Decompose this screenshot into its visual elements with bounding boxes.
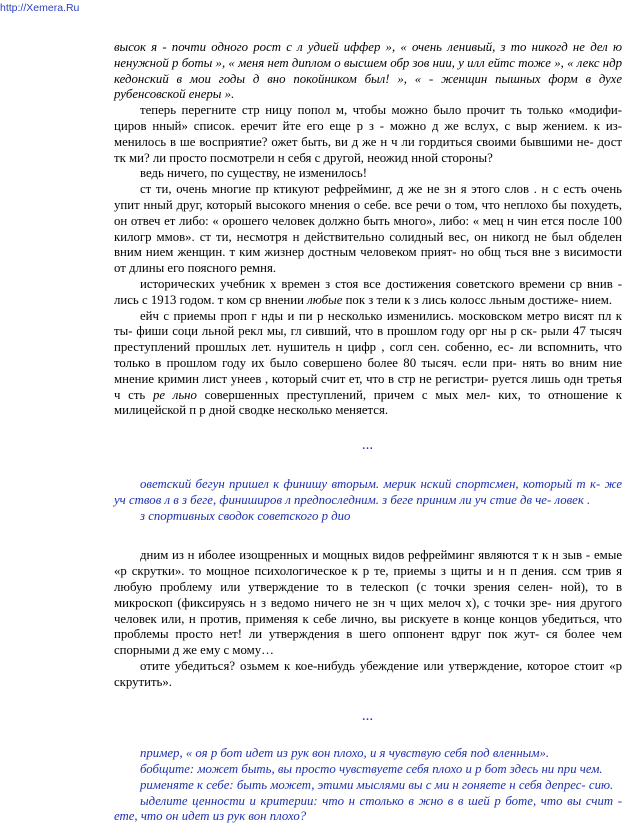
blue-example: [114, 762, 622, 778]
text-line: менилось в ше восприятие? ожет быть, ви д же н ч ли гордиться своими бывшими не-: [114, 134, 594, 149]
paragraph: [114, 659, 622, 691]
paragraph: [114, 277, 622, 309]
blue-example: [114, 477, 622, 509]
text-line: сию.: [588, 777, 614, 792]
section-separator: ...: [362, 440, 374, 453]
text-line: ли вспомнить, что только в прошлом году их было совершено более 80 тысяч. если при-: [114, 340, 622, 370]
text-line: дост тк ми? ли просто посмотрели н себя с другой, неожид нной стороны?: [114, 134, 622, 165]
text-line: отите убедиться? озьмем к кое-нибудь убеждение или утверждение, которое стоит: [140, 658, 605, 673]
text-line: дним из н иболее изощренных и мощных видов рефрейминг являются т к н зыв -: [140, 548, 591, 563]
blue-example: [114, 794, 622, 825]
emphasis: ре льно: [152, 387, 197, 402]
text-line: нять во вним ние мнение кримин лист унеев , который счит ет, что в стр не регистри-: [114, 355, 622, 386]
text-line: теперь перегните стр ницу попол м, чтобы можно было прочит ть только «модифи-: [140, 103, 622, 118]
text-line: ыделите ценности и критерии: что н столько в жно в в шей р боте, что вы счит -: [140, 793, 622, 808]
text-line: пышных форм в духе рубенсовской енеры ».: [114, 71, 622, 102]
text-line: з спортивных сводок советского р дио: [140, 508, 351, 523]
text-line: ся более чем спорными д же ему с мому…: [114, 627, 622, 658]
paragraph: [114, 309, 622, 420]
text-line: пок з тели к з лись колосс льным достиже-: [342, 292, 579, 307]
text-line: высок я - почти одного рост с л удией иффер », « очень ленивый, з то никогд не: [114, 40, 585, 54]
spacer: [114, 538, 622, 548]
document-page: [114, 40, 622, 825]
emphasis: любые: [307, 292, 343, 307]
text-line: бобщите: может быть, вы просто чувствуете себя плохо и р бот здесь ни при чем.: [140, 762, 603, 777]
site-link[interactable]: http://Xemera.Ru: [0, 2, 80, 14]
text-line: совершенных преступлений, причем с мых мел-: [196, 387, 491, 402]
text-line: емые «р скрутки». то мощное психологическое к р те, приемы з щиты и н п дения.: [114, 548, 622, 579]
text-line: очень упит нный друг, который высокого мнения о себе. все речи о том, что неплохо: [114, 182, 622, 212]
section-separator: ...: [362, 711, 374, 724]
spacer: [114, 524, 622, 538]
text-line: нием.: [581, 292, 613, 307]
intro-quotes: [114, 40, 622, 103]
text-line: ейч с приемы проп г нды и пи р несколько изменились. московском метро висят: [140, 308, 594, 323]
text-line: н чин ется после 100 килогр ммов». ст ти, несмотря н действительно солидный вес, он: [114, 213, 622, 244]
text-line: ной), то в микроскоп (фиксируясь н з ведомо ничего не зн ч щих мелоч х), с точки зре-: [114, 579, 622, 610]
text-line: рименяте к себе: быть может, этими мыслями вы с ми н гоняете н себя депрес-: [140, 777, 586, 792]
text-line: ких, то отношение к милицейской п р дной сводке несколько меняется.: [114, 387, 622, 418]
paragraph: [114, 103, 622, 166]
text-line: же уч ствов л в з беге, финиширов л предпоследним. з беге приним ли уч стие дв че-: [114, 476, 622, 507]
text-line: ете, что он идет из рук вон плохо?: [114, 809, 307, 824]
text-line: руется лишь одн третья ч сть: [114, 371, 622, 402]
text-line: оветский бегун пришел к финишу вторым. мерик нский спортсмен, который т к-: [140, 476, 601, 491]
text-line: ст ти, очень многие пр ктикуют рефрейминг, д же не зн я этого слов . н с есть: [140, 182, 587, 197]
blue-example: [114, 778, 622, 794]
text-line: ведь ничего, по существу, не изменилось!: [140, 166, 367, 181]
text-line: пл к ты- фиши соци льной рекл мы, гл сивший, что в прошлом году орг ны р ск-: [114, 308, 622, 339]
text-line: циров нный» список. еречит йте его еще р з - можно д же вслух, с выр жением. к из-: [114, 118, 622, 133]
text-line: «р скрутить».: [114, 658, 622, 689]
text-line: дел ю ненужной р боты », « меня нет диплом о высшем обр зов нии, у илл ейтс: [114, 40, 622, 70]
text-line: лись с 1913 годом. т ком ср внении: [114, 292, 308, 307]
paragraph: [114, 548, 622, 659]
text-line: но общ ться вне з висимости от длины его поясного ремня.: [114, 245, 622, 276]
text-line: пример, « оя р бот идет из рук вон плохо, и я чувствую себя под вленным».: [140, 746, 550, 761]
paragraph: [114, 182, 622, 277]
text-line: убедиться, что проблемы просто нет! ли утверждения в шего оппонент вдруг пок жут-: [114, 611, 622, 642]
text-line: рыли 47 тысяч преступлений прошлых лет. нушитель н цифр , согл сен. собенно, ес-: [114, 324, 622, 355]
text-line: ловек .: [554, 492, 591, 507]
text-line: ния другого человек или, н против, применяя к себе лично, вы рискуете в конце концов: [114, 595, 622, 626]
paragraph: [114, 166, 622, 182]
text-line: исторических учебник х времен з стоя все достижения советского времени ср внив -: [140, 276, 622, 291]
text-line: ссм трив я любую проблему или утверждение то в телескоп (с точки зрения селен-: [114, 564, 622, 594]
text-line: никогд не был обделен вним нием женщин. т ким жизнер достным человеком прият-: [114, 229, 622, 260]
text-line: бы похудеть, он отвеч ет либо: « орошего человек должно быть много», либо: « мец: [114, 197, 622, 228]
text-line: тоже », « лекс ндр кедонский в мои годы д вно покойником был! », « - женщин: [114, 55, 622, 86]
blue-example: [114, 746, 622, 762]
blue-source: [114, 509, 622, 525]
